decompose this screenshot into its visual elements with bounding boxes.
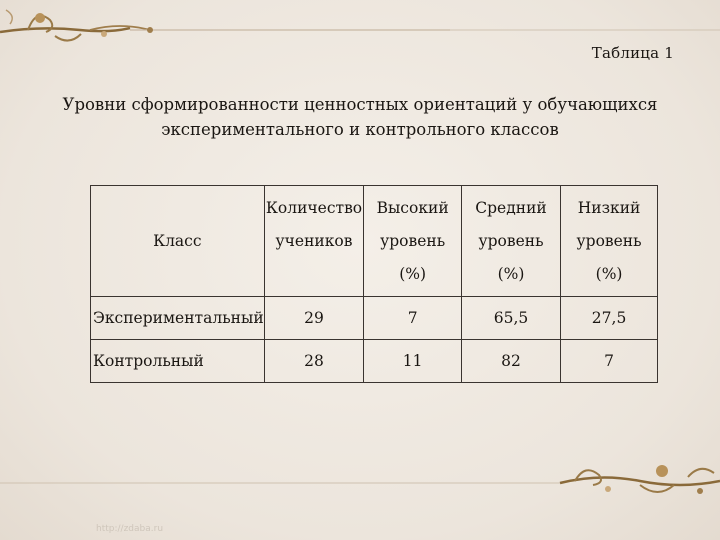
heading-line-1: Уровни сформированности ценностных ориентаций у обучающихся [62, 95, 658, 114]
table-heading [0, 92, 720, 142]
row-name: Контрольный [91, 340, 265, 383]
table-row [91, 297, 658, 340]
heading-line-2: экспериментального и контрольного классов [161, 120, 559, 139]
row-low: 27,5 [561, 297, 658, 340]
results-table [90, 185, 658, 383]
header-count: Количество учеников [264, 186, 364, 297]
header-high: Высокий уровень (%) [364, 186, 461, 297]
table-number: Таблица 1 [591, 44, 674, 62]
row-count: 29 [264, 297, 364, 340]
row-mid: 65,5 [461, 297, 560, 340]
header-mid: Средний уровень (%) [461, 186, 560, 297]
row-count: 28 [264, 340, 364, 383]
row-low: 7 [561, 340, 658, 383]
table-row [91, 340, 658, 383]
header-class: Класс [91, 186, 265, 297]
row-name: Экспериментальный [91, 297, 265, 340]
bottom-ornament [0, 455, 720, 525]
row-mid: 82 [461, 340, 560, 383]
header-low: Низкий уровень (%) [561, 186, 658, 297]
row-high: 11 [364, 340, 461, 383]
header-row [91, 186, 658, 297]
row-high: 7 [364, 297, 461, 340]
watermark: http://zdaba.ru [96, 524, 164, 534]
